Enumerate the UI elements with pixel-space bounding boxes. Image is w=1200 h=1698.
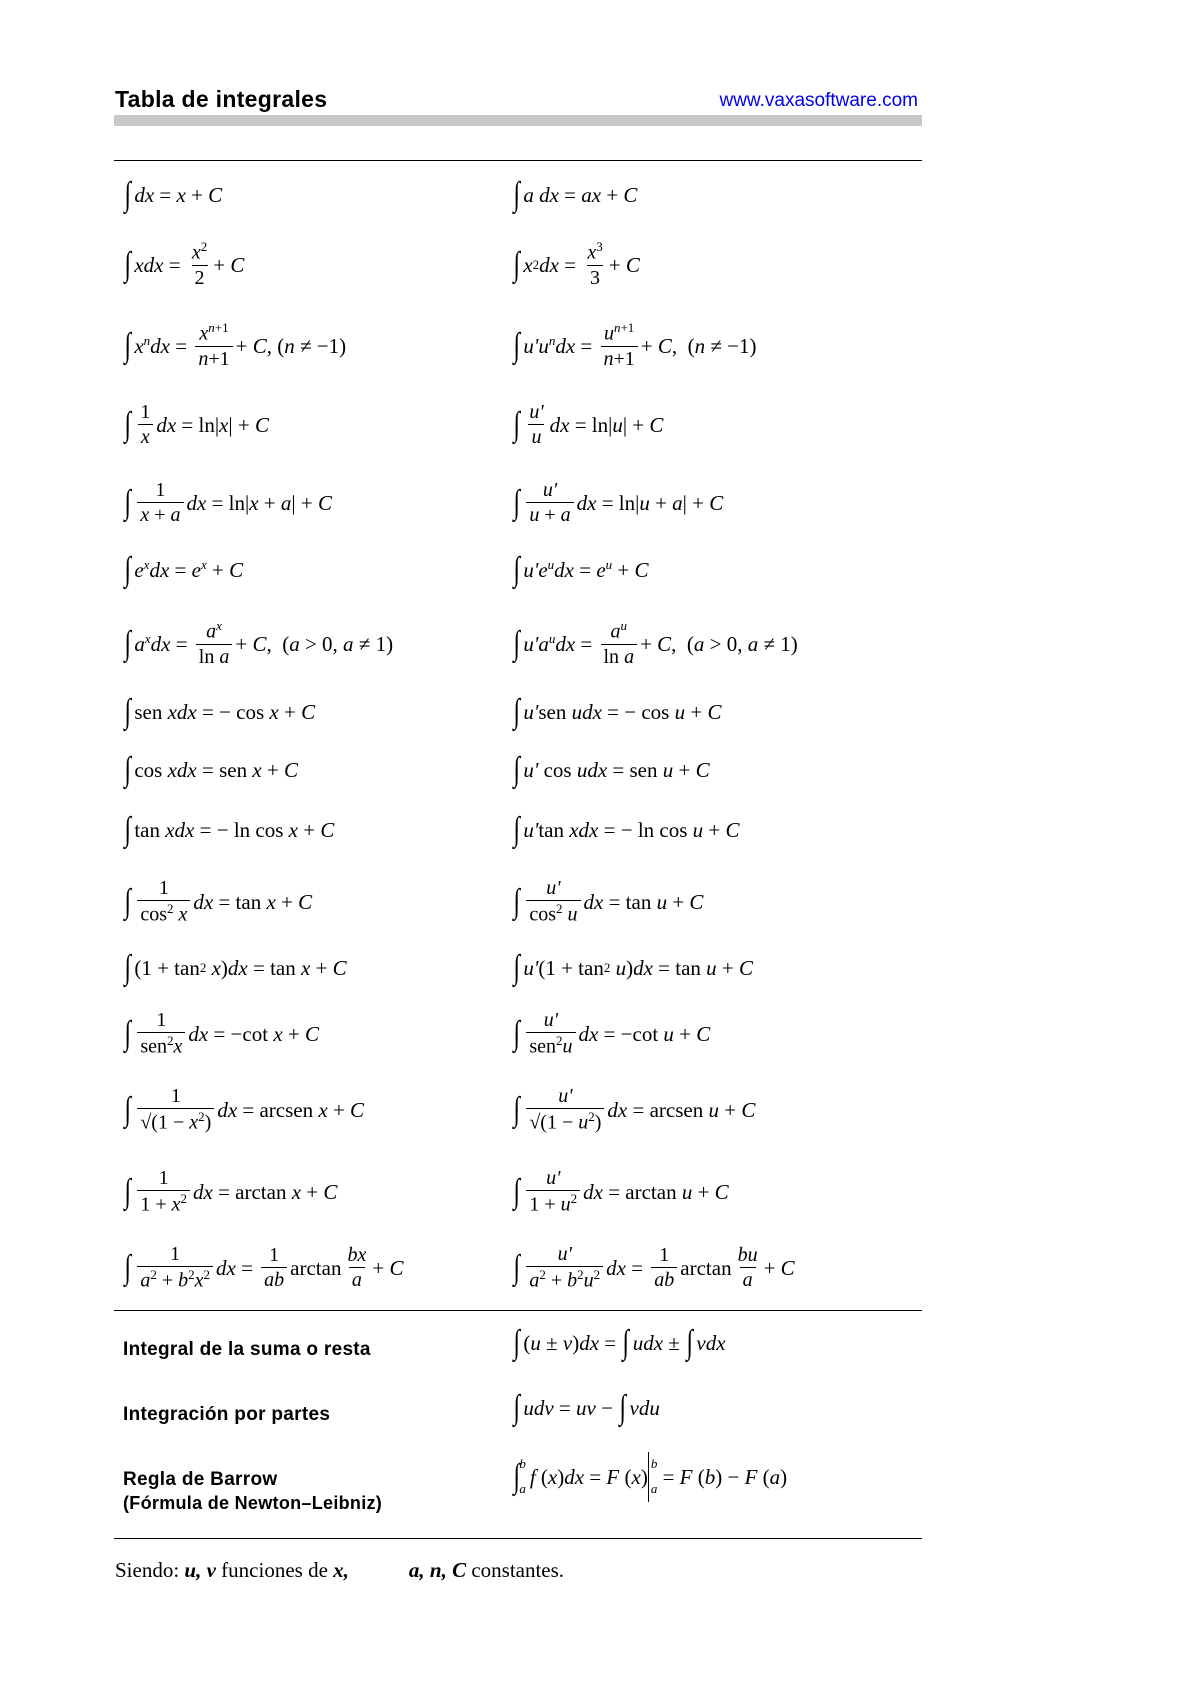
formula-right-3: ∫ $u'u^ndx$ = $\frac{u^{n+1}}{n+1}$ + C , ( n ≠ −1) [513,320,757,370]
formula-left-2: ∫ xdx = $\frac{x^2}{2}$ + C [124,239,245,289]
formula-right-12: ∫ u' (1 + tan 2 u ) dx = tan u + C [513,949,754,986]
footer-constants: a, n, C [408,1558,467,1582]
formula-left-5: ∫ $\frac{1}{x + a}$ dx = ln| x + a | + C [124,479,332,526]
formula-right-1: ∫ a dx = ax + C [513,176,638,213]
footer-note: Siendo: u, v funciones de x, a, n, C constantes. [115,1558,565,1582]
rule-label-parts: Integración por partes [123,1404,331,1425]
formula-left-8: ∫ sen xdx = − cos x + C [124,693,316,730]
rule-label-barrow [123,1468,382,1514]
rule-formula-parts: ∫ udv = uv − ∫ vdu [513,1389,660,1426]
formula-right-10: ∫ u' tan xdx = − ln cos u + C [513,811,740,848]
formula-left-3: ∫ $x^ndx$ = $\frac{x^{n+1}}{n+1}$ + C , ( n ≠ −1) [124,320,347,370]
header-bar [114,115,922,126]
formula-left-12: ∫ (1 + tan 2 x ) dx = tan x + C [124,949,347,986]
formula-left-10: ∫ tan xdx = − ln cos x + C [124,811,335,848]
formula-left-7: ∫ $a^xdx$ = $\frac{a^x}{\text{ln a}}$ + C , ( a > 0, a ≠ 1) [124,618,394,668]
top-rule [114,160,922,161]
rule-formula-sum: ∫ ( u ± v ) dx = ∫ udx ± ∫ vdx [513,1324,726,1361]
rule-label-barrow-title: Regla de Barrow [123,1469,278,1490]
formula-left-16: ∫ $\frac{1}{a^2 + b^2x^2}$ dx = $\frac{1}{ab}$ arctan $\frac{bx}{a}$ + C [124,1243,404,1292]
formula-right-14: ∫ $\frac{u'}{√(1 - u^2)}$ dx = arcsen u + C [513,1085,756,1134]
rule-label-sum: Integral de la suma o resta [123,1339,371,1360]
formula-left-15: ∫ $\frac{1}{1 + x^2}$ dx = arctan x + C [124,1167,338,1216]
formula-left-4: ∫ $\frac{1}{x}$ dx = ln| x | + C [124,401,269,448]
formula-right-2: ∫ x 2 dx = $\frac{x^3}{3}$ + C [513,239,640,289]
footer-var-x: x, [333,1558,349,1582]
rule-formula-barrow: ∫ b a f ( x ) dx = F ( x ) b a = F ( b ) − F ( a ) [512,1447,787,1507]
formula-right-7: ∫ $u'a^udx$ = $\frac{a^u}{\text{ln a}}$ + C , ( a > 0, a ≠ 1) [513,618,798,668]
formula-left-9: ∫ cos xdx = sen x + C [124,751,299,788]
formula-right-4: ∫ $\frac{u'}{u}$ dx = ln| u | + C [513,401,664,448]
footer-vars-uv: u, v [184,1558,216,1582]
middle-rule [114,1310,922,1311]
formula-left-11: ∫ $\frac{1}{\cos^2 x}$ dx = tan x + C [124,877,313,926]
website-link[interactable]: www.vaxasoftware.com [719,90,918,111]
formula-left-6: ∫ $e^xdx$ = $e^x$ + C [124,551,244,588]
formula-right-16: ∫ $\frac{u'}{a^2 + b^2u^2}$ dx = $\frac{1}{ab}$ arctan $\frac{bu}{a}$ + C [513,1243,795,1292]
formula-left-1: ∫ dx = x + C [124,176,223,213]
formula-right-6: ∫ $u'e^udx$ = $e^u$ + C [513,551,649,588]
formula-right-13: ∫ $\frac{u'}{sen^2u}$ dx = −cot u + C [513,1009,711,1058]
rule-label-barrow-sub: (Fórmula de Newton–Leibniz) [123,1492,383,1513]
formula-right-11: ∫ $\frac{u'}{\cos^2 u}$ dx = tan u + C [513,877,704,926]
formula-right-9: ∫ u' cos udx = sen u + C [513,751,710,788]
formula-right-8: ∫ u' sen udx = − cos u + C [513,693,722,730]
formula-left-14: ∫ $\frac{1}{√(1 - x^2)}$ dx = arcsen x + C [124,1085,365,1134]
bottom-rule [114,1538,922,1539]
page-title: Tabla de integrales [115,86,328,112]
formula-right-5: ∫ $\frac{u'}{u + a}$ dx = ln| u + a | + C [513,479,724,526]
formula-right-15: ∫ $\frac{u'}{1 + u^2}$ dx = arctan u + C [513,1167,729,1216]
formula-left-13: ∫ $\frac{1}{sen^2x}$ dx = −cot x + C [124,1009,319,1058]
